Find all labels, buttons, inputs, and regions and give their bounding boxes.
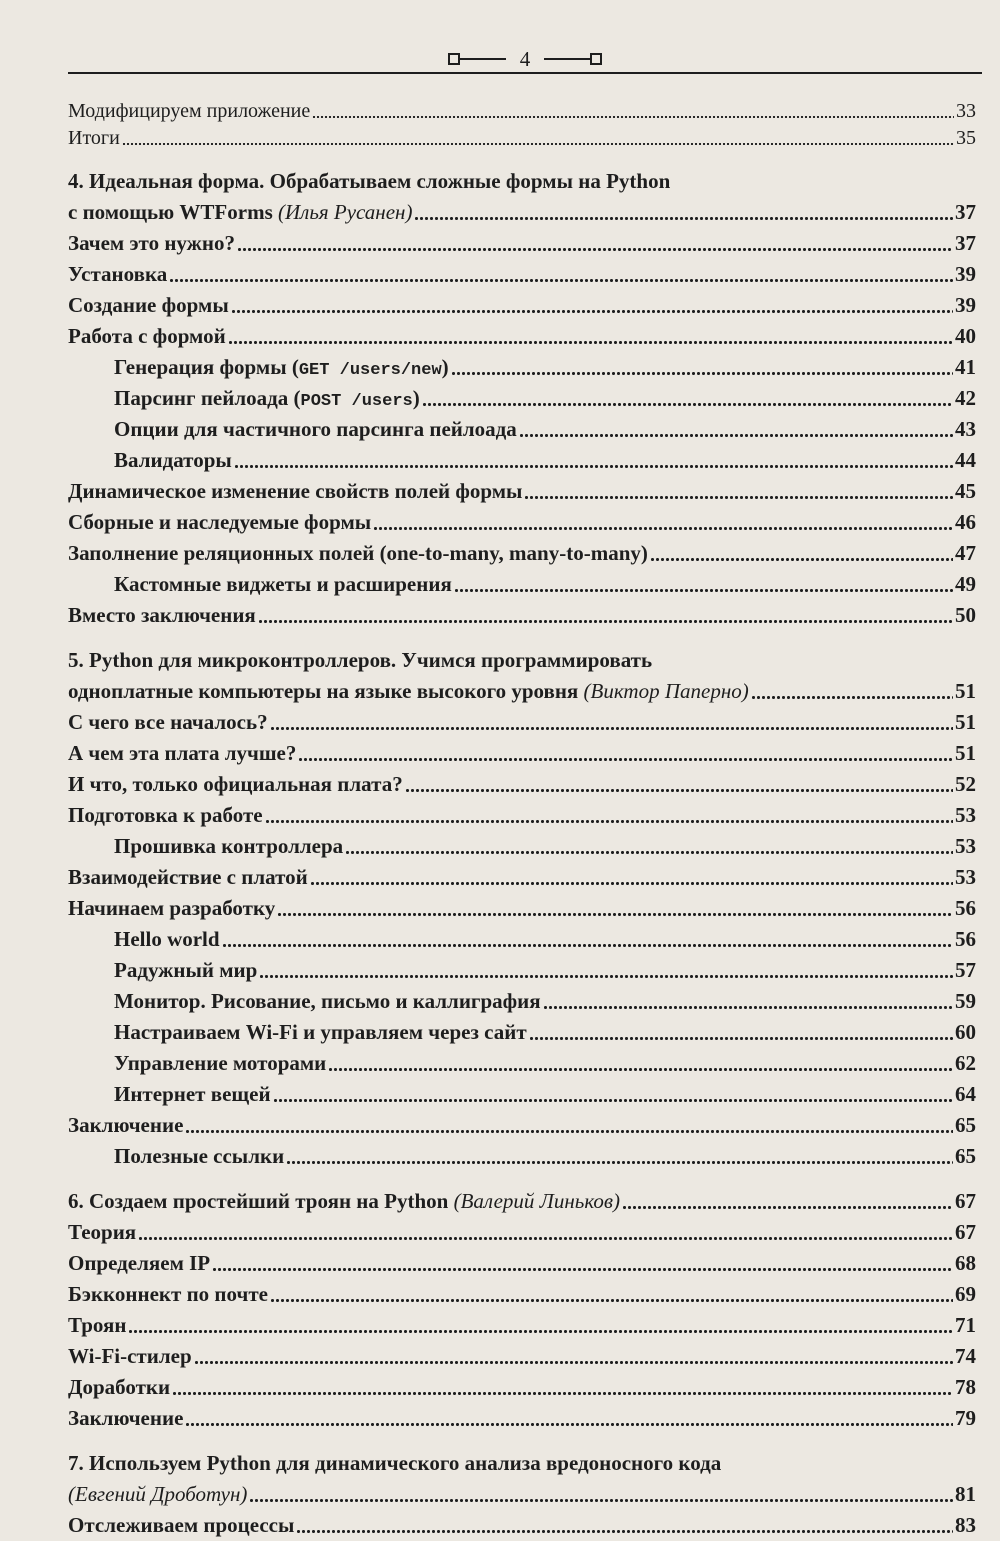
header-rule [68,72,982,74]
toc-entry [68,955,976,986]
ornament-square-right [590,53,602,65]
toc-entry [68,831,976,862]
dot-leader [345,851,953,854]
entry-page-number: 39 [955,293,976,317]
entry-title: Радужный мир [114,958,258,982]
entry-page-number: 53 [955,834,976,858]
toc-entry [68,569,976,600]
chapter-block [68,166,976,631]
entry-title: Подготовка к работе [68,803,263,827]
entry-title: Модифицируем приложение [68,100,311,122]
toc-entry [68,125,976,152]
dot-leader [312,116,954,118]
toc-entry [68,321,976,352]
entry-page-number: 65 [955,1113,976,1137]
entry-page-number: 40 [955,324,976,348]
chapter-title: 6. Создаем простейший троян на Python (Валерий Линьков) [68,1189,620,1213]
chapter-title-entry [68,1186,976,1217]
entry-title: Работа с формой [68,324,226,348]
entry-title: Hello world [114,927,220,951]
toc-entry [68,290,976,321]
dot-leader [237,248,953,251]
dot-leader [650,558,953,561]
dot-leader [222,944,953,947]
ornament-line-right [544,58,590,60]
toc-entry [68,862,976,893]
entry-page-number: 52 [955,772,976,796]
dot-leader [228,341,953,344]
dot-leader [185,1130,953,1133]
entry-title: Заполнение реляционных полей (one-to-many, many-to-many) [68,541,648,565]
toc-entry [68,1310,976,1341]
toc-entry [68,1217,976,1248]
table-of-contents [68,98,976,1541]
toc-entry [68,707,976,738]
dot-leader [273,1099,953,1102]
entry-page-number: 41 [955,355,976,379]
entry-title: Опции для частичного парсинга пейлоада [114,417,517,441]
entry-page-number: 64 [955,1082,976,1106]
dot-leader [405,789,953,792]
chapter-author: (Виктор Паперно) [583,679,749,703]
entry-page-number: 46 [955,510,976,534]
entry-title: Троян [68,1313,127,1337]
entry-title: Создание формы [68,293,229,317]
toc-entry [68,1248,976,1279]
ornament-line-left [460,58,506,60]
entry-page-number: 83 [955,1513,976,1537]
dot-leader [172,1392,953,1395]
dot-leader [529,1037,953,1040]
dot-leader [277,913,953,916]
page-number-ornament [430,46,620,71]
entry-page-number: 78 [955,1375,976,1399]
chapter-block [68,1448,976,1541]
toc-entry [68,538,976,569]
entry-title: Бэкконнект по почте [68,1282,268,1306]
dot-leader [622,1206,953,1209]
entry-title: Установка [68,262,168,286]
page-number: 4 [519,46,531,71]
entry-page-number: 50 [955,603,976,627]
dot-leader [286,1161,953,1164]
toc-entry [68,893,976,924]
dot-leader [258,620,953,623]
entry-page-number: 42 [955,386,976,410]
toc-entry [68,352,976,383]
dot-leader [122,143,954,145]
entry-page-number: 51 [955,741,976,765]
chapter-title-line: 7. Используем Python для динамического анализа вредоносного кода [68,1451,722,1475]
entry-page-number: 67 [955,1220,976,1244]
chapter-page-number: 51 [955,679,976,703]
entry-title: Вместо заключения [68,603,256,627]
entry-page-number: 62 [955,1051,976,1075]
toc-entry [68,445,976,476]
entry-page-number: 47 [955,541,976,565]
entry-title: Динамическое изменение свойств полей формы [68,479,523,503]
entry-title: Итоги [68,127,120,149]
toc-entry [68,1279,976,1310]
toc-entry [68,98,976,125]
dot-leader [543,1006,953,1009]
dot-leader [422,403,953,406]
entry-page-number: 51 [955,710,976,734]
chapter-title-entry [68,1479,976,1510]
dot-leader [298,758,953,761]
toc-entry [68,259,976,290]
chapter-title-line: 5. Python для микроконтроллеров. Учимся программировать [68,648,653,672]
entry-code: POST /users [300,392,413,411]
chapter-title-entry [68,676,976,707]
dot-leader [751,696,953,699]
entry-title: Доработки [68,1375,171,1399]
dot-leader [310,882,953,885]
toc-entry [68,476,976,507]
entry-title: Зачем это нужно? [68,231,235,255]
dot-leader [270,727,953,730]
dot-leader [414,217,953,220]
entry-page-number: 56 [955,896,976,920]
toc-entry [68,1110,976,1141]
entry-page-number: 79 [955,1406,976,1430]
entry-title: Валидаторы [114,448,232,472]
dot-leader [328,1068,953,1071]
entry-title: Интернет вещей [114,1082,271,1106]
entry-title: Парсинг пейлоада (POST /users) [114,386,420,411]
toc-entry [68,1141,976,1172]
entry-page-number: 49 [955,572,976,596]
chapter-author: (Илья Русанен) [278,200,413,224]
entry-page-number: 56 [955,927,976,951]
entry-title: Генерация формы (GET /users/new) [114,355,449,380]
entry-page-number: 37 [955,231,976,255]
dot-leader [128,1330,953,1333]
chapter-title-entry [68,197,976,228]
toc-entry [68,924,976,955]
page-header [0,40,1000,76]
entry-title: Определяем IP [68,1251,211,1275]
entry-title: И что, только официальная плата? [68,772,403,796]
entry-page-number: 68 [955,1251,976,1275]
toc-entry [68,1510,976,1541]
dot-leader [524,496,953,499]
chapter-block [68,1186,976,1434]
entry-page-number: 74 [955,1344,976,1368]
entry-title: Взаимодействие с платой [68,865,308,889]
toc-entry [68,738,976,769]
toc-entry [68,1079,976,1110]
toc-entry [68,1372,976,1403]
entry-title: Сборные и наследуемые формы [68,510,372,534]
entry-title: С чего все началось? [68,710,268,734]
entry-title: Отслеживаем процессы [68,1513,295,1537]
entry-page-number: 39 [955,262,976,286]
entry-page-number: 71 [955,1313,976,1337]
chapter-page-number: 81 [955,1482,976,1506]
dot-leader [451,372,953,375]
toc-entry [68,414,976,445]
entry-page-number: 65 [955,1144,976,1168]
toc-entry [68,600,976,631]
entry-page-number: 35 [956,127,976,149]
dot-leader [169,279,953,282]
chapter-page-number: 37 [955,200,976,224]
ornament-square-left [448,53,460,65]
dot-leader [194,1361,953,1364]
dot-leader [138,1237,953,1240]
dot-leader [519,434,953,437]
dot-leader [373,527,953,530]
dot-leader [185,1423,953,1426]
toc-entry [68,1403,976,1434]
chapter-title [68,1479,247,1510]
entry-page-number: 44 [955,448,976,472]
toc-entry [68,507,976,538]
entry-title: Управление моторами [114,1051,327,1075]
dot-leader [454,589,953,592]
toc-entry [68,986,976,1017]
entry-title: Кастомные виджеты и расширения [114,572,452,596]
entry-page-number: 57 [955,958,976,982]
entry-title: Начинаем разработку [68,896,276,920]
chapter-title: с помощью WTForms (Илья Русанен) [68,200,413,224]
dot-leader [231,310,953,313]
toc-entry [68,769,976,800]
entry-title: А чем эта плата лучше? [68,741,297,765]
entry-title: Полезные ссылки [114,1144,285,1168]
toc-entry [68,1341,976,1372]
toc-entry [68,383,976,414]
entry-page-number: 43 [955,417,976,441]
entry-page-number: 69 [955,1282,976,1306]
toc-entry [68,228,976,259]
dot-leader [265,820,953,823]
toc-entry [68,1048,976,1079]
dot-leader [270,1299,953,1302]
toc-entry [68,1017,976,1048]
entry-title: Wi-Fi-стилер [68,1344,192,1368]
entry-page-number: 53 [955,803,976,827]
chapter-author: (Валерий Линьков) [453,1189,620,1213]
entry-page-number: 60 [955,1020,976,1044]
chapter-title: одноплатные компьютеры на языке высокого уровня (Виктор Паперно) [68,679,749,703]
chapter-block [68,645,976,1172]
entry-title: Заключение [68,1406,184,1430]
entry-page-number: 53 [955,865,976,889]
entry-title: Прошивка контроллера [114,834,344,858]
entry-page-number: 33 [956,100,976,122]
chapter-author: (Евгений Дроботун) [68,1482,248,1506]
chapter-title-line: 4. Идеальная форма. Обрабатываем сложные формы на Python [68,169,671,193]
entry-title: Настраиваем Wi-Fi и управляем через сайт [114,1020,527,1044]
dot-leader [259,975,953,978]
toc-entry [68,800,976,831]
chapter-page-number: 67 [955,1189,976,1213]
dot-leader [249,1499,953,1502]
entry-page-number: 59 [955,989,976,1013]
dot-leader [212,1268,953,1271]
dot-leader [234,465,953,468]
entry-page-number: 45 [955,479,976,503]
entry-code: GET /users/new [298,361,442,380]
entry-title: Заключение [68,1113,184,1137]
dot-leader [296,1530,953,1533]
entry-title: Теория [68,1220,137,1244]
entry-title: Монитор. Рисование, письмо и каллиграфия [114,989,541,1013]
